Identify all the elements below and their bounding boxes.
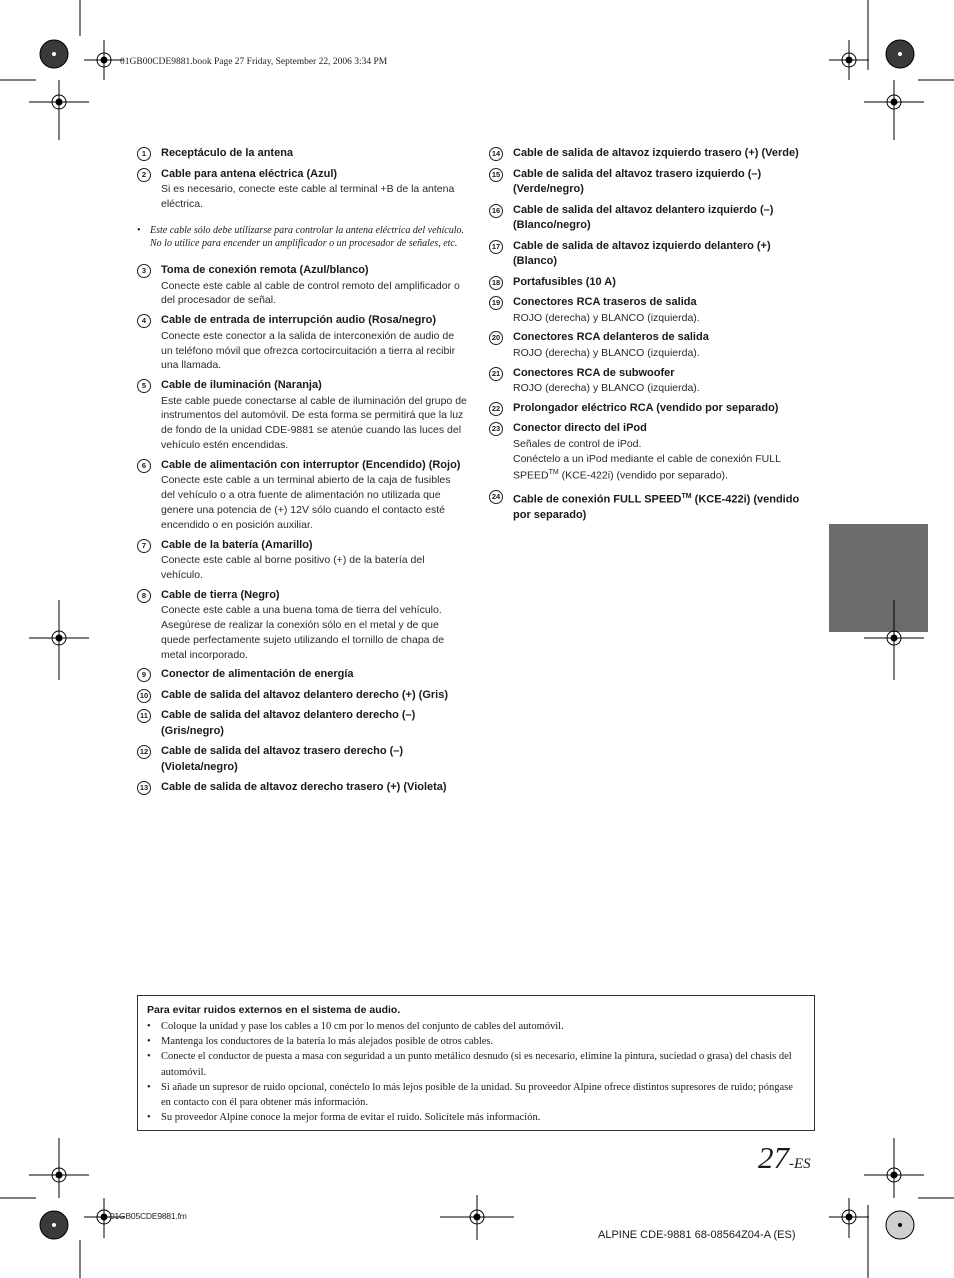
item-desc: Señales de control de iPod. Conéctelo a un iPod mediante el cable de conexión FULL SPEED™ (KCE-422i) (vendido por separado). (513, 437, 781, 482)
list-item (137, 378, 467, 453)
item-title: Cable de iluminación (Naranja) (161, 379, 322, 392)
item-title: Conectores RCA delanteros de salida (513, 331, 709, 344)
item-number: 20 (489, 331, 503, 345)
list-item (489, 203, 814, 234)
item-title: Receptáculo de la antena (161, 147, 294, 159)
registration-mark-icon (864, 80, 924, 140)
registration-mark-icon (864, 600, 924, 680)
item-title: Cable de salida del altavoz delantero derecho (+) (Gris) (161, 688, 448, 701)
item-desc: Si es necesario, conecte este cable al terminal +B de la antena eléctrica. (161, 183, 455, 210)
list-item (489, 401, 814, 417)
item-number: 3 (137, 264, 151, 278)
star-target-icon (40, 1211, 68, 1239)
item-desc: Conecte este conector a la salida de interconexión de audio de un teléfono móvil que ofrezca cortocircuitación a tierra al recibir una llamada. (161, 329, 456, 372)
item-title: Conectores RCA de subwoofer (513, 366, 675, 379)
list-item (489, 275, 814, 291)
item-number: 22 (489, 402, 503, 416)
item-title: Cable de salida del altavoz trasero derecho (–) (Violeta/negro) (161, 745, 404, 773)
item-number: 21 (489, 367, 503, 381)
bullet-icon: • (147, 1021, 151, 1032)
list-item (137, 146, 467, 162)
box-item: • Mantenga los conductores de la batería lo más alejados posible de otros cables. (147, 1034, 804, 1049)
registration-mark-icon (440, 1195, 514, 1240)
item-title: Cable de salida de altavoz derecho trasero (+) (Violeta) (161, 781, 447, 794)
list-item (489, 167, 814, 198)
item-number: 16 (489, 204, 503, 218)
list-item (489, 366, 814, 396)
list-item (489, 295, 814, 325)
box-title: Para evitar ruidos externos en el sistema de audio. (147, 1004, 401, 1016)
list-item (137, 458, 467, 533)
item-number: 5 (137, 379, 151, 393)
item-desc: ROJO (derecha) y BLANCO (izquierda). (513, 311, 700, 324)
star-target-icon (886, 40, 914, 68)
bullet-icon: • (147, 1051, 151, 1063)
item-title: Cable de salida del altavoz delantero derecho (–) (Gris/negro) (161, 709, 416, 737)
item-number: 19 (489, 296, 503, 310)
bullet-icon: • (137, 224, 141, 236)
note-text: Este cable sólo debe utilizarse para controlar la antena eléctrica del vehículo. No lo utilice para encender un amplificador o un procesador de señales, etc. (150, 224, 465, 250)
item-desc: Conecte este cable a un terminal abierto de la caja de fusibles del vehículo o a otra fuente de alimentación no utilizada que genere una potencia de (+) 12V sólo cuando el contacto esté encendido o en posición auxiliar. (161, 474, 451, 531)
list-item (137, 263, 467, 308)
list-item (137, 744, 467, 775)
item-title: Conectores RCA traseros de salida (513, 296, 697, 308)
list-item (489, 146, 814, 162)
page-number: 27-ES (758, 1140, 811, 1175)
right-column (489, 146, 814, 528)
item-desc: Conecte este cable al borne positivo (+) de la batería del vehículo. (161, 554, 425, 581)
item-title: Cable de alimentación con interruptor (Encendido) (Rojo) (161, 458, 461, 471)
item-title: Cable de salida del altavoz delantero izquierdo (–) (Blanco/negro) (513, 203, 774, 231)
item-number: 17 (489, 240, 503, 254)
box-item: • Coloque la unidad y pase los cables a 10 cm por lo menos del conjunto de cables del automóvil. (147, 1019, 804, 1034)
registration-mark-icon (29, 80, 89, 140)
list-item (137, 538, 467, 583)
list-item (137, 167, 467, 212)
item-number: 1 (137, 147, 151, 161)
item-title: Cable de salida de altavoz izquierdo trasero (+) (Verde) (513, 147, 799, 159)
item-number: 8 (137, 589, 151, 603)
item-number: 15 (489, 168, 503, 182)
item-desc: Este cable puede conectarse al cable de iluminación del grupo de instrumentos del automóvil. De esta forma se permitirá que la luz de fondo de la unidad CDE-9881 se atenúe cuando las luces del vehículo estén encendidas. (161, 394, 467, 452)
box-item: • Conecte el conductor de puesta a masa con seguridad a un punto metálico desnudo (si es necesario, elimine la pintura, suciedad o grasa) del chasis del automóvil. (147, 1051, 792, 1078)
bullet-icon: • (147, 1081, 151, 1093)
list-item (137, 313, 467, 373)
list-item (489, 239, 814, 270)
item-number: 24 (489, 490, 503, 504)
star-target-icon (886, 1211, 914, 1239)
item-desc: Conecte este cable al cable de control remoto del amplificador o del procesador de señal. (161, 279, 460, 307)
item-title: Prolongador eléctrico RCA (vendido por separado) (513, 401, 779, 414)
item-number: 4 (137, 314, 151, 328)
list-item (137, 588, 467, 663)
list-item (137, 667, 467, 683)
item-desc: ROJO (derecha) y BLANCO (izquierda). (513, 382, 700, 395)
left-column (137, 146, 467, 801)
bullet-icon: • (147, 1112, 151, 1124)
list-item (489, 489, 814, 524)
footer-file: 01GB05CDE9881.fm (110, 1211, 187, 1221)
footer-model: ALPINE CDE-9881 68-08564Z04-A (ES) (598, 1229, 796, 1241)
item-title: Conector de alimentación de energía (161, 668, 354, 681)
list-item (489, 330, 814, 360)
item-number: 11 (137, 709, 151, 723)
item-title: Toma de conexión remota (Azul/blanco) (161, 264, 369, 277)
list-item (137, 780, 467, 796)
list-item (489, 421, 814, 483)
item-number: 18 (489, 276, 503, 290)
item-number: 12 (137, 745, 151, 759)
item-desc: Conecte este cable a una buena toma de tierra del vehículo. Asegúrese de realizar la conexión sólo en el metal y de que quede perfectamente sujeto utilizando el tornillo de chapa de metal incorporado. (161, 604, 445, 661)
item-number: 6 (137, 459, 151, 473)
item-title: Cable de conexión FULL SPEED™ (KCE-422i) (vendido por separado) (513, 492, 800, 521)
item-title: Cable de tierra (Negro) (161, 588, 280, 601)
list-item (137, 708, 467, 739)
item-title: Cable para antena eléctrica (Azul) (161, 167, 338, 180)
bullet-icon: • (147, 1036, 151, 1048)
item-desc: ROJO (derecha) y BLANCO (izquierda). (513, 346, 700, 359)
item-number: 9 (137, 668, 151, 682)
noise-prevention-box (137, 995, 815, 1131)
box-item: • Su proveedor Alpine conoce la mejor forma de evitar el ruido. Solicítele más información. (147, 1110, 804, 1125)
registration-mark-icon (84, 40, 124, 80)
item-number: 7 (137, 539, 151, 553)
registration-mark-icon (29, 600, 89, 680)
item-title: Portafusibles (10 A) (513, 275, 616, 288)
item-title: Cable de salida de altavoz izquierdo delantero (+) (Blanco) (513, 239, 771, 267)
item-number: 10 (137, 689, 151, 703)
item-title: Cable de la batería (Amarillo) (161, 538, 313, 551)
registration-mark-icon (829, 40, 869, 80)
item-number: 2 (137, 168, 151, 182)
registration-mark-icon (829, 1198, 869, 1238)
header-file-info: 01GB00CDE9881.book Page 27 Friday, September 22, 2006 3:34 PM (120, 57, 388, 67)
registration-mark-icon (864, 1138, 924, 1198)
registration-mark-icon (29, 1138, 89, 1198)
item-title: Cable de entrada de interrupción audio (Rosa/negro) (161, 314, 437, 327)
item-title: Conector directo del iPod (513, 422, 647, 435)
item-number: 13 (137, 781, 151, 795)
item-title: Cable de salida del altavoz trasero izquierdo (–) (Verde/negro) (513, 167, 762, 195)
item-number: 14 (489, 147, 503, 161)
star-target-icon (40, 40, 68, 68)
note (137, 224, 467, 252)
list-item (137, 688, 467, 704)
item-number: 23 (489, 422, 503, 436)
box-item: • Si añade un supresor de ruido opcional, conéctelo lo más lejos posible de la unidad. Su proveedor Alpine ofrece distintos supresores de ruido; póngase en contacto con él para obtener más información. (147, 1081, 793, 1109)
